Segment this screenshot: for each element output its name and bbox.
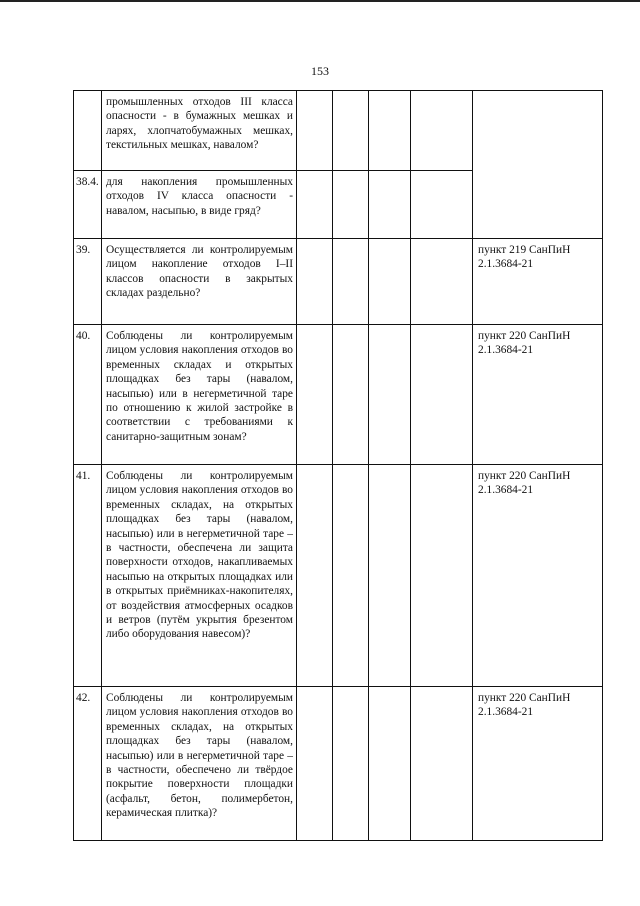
row-number: 39. <box>74 239 102 325</box>
answer-cell-na <box>369 171 411 239</box>
table-row <box>74 91 603 171</box>
page-top-edge <box>0 0 640 2</box>
question-text: промышленных отходов III класса опасности - в бумажных мешках и ларях, хлопчатобумажных мешках, текстильных мешках, навалом? <box>102 91 297 171</box>
comment-cell <box>411 465 473 687</box>
answer-cell-na <box>369 687 411 841</box>
answer-cell-yes <box>297 239 333 325</box>
question-text: Осуществляется ли контролируемым лицом накопление отходов I–II классов опасности в закрытых складах раздельно? <box>102 239 297 325</box>
row-number: 41. <box>74 465 102 687</box>
page-number: 153 <box>311 64 329 78</box>
answer-cell-no <box>333 91 369 171</box>
answer-cell-na <box>369 465 411 687</box>
reference-cell: пункт 220 СанПиН 2.1.3684-21 <box>473 325 603 465</box>
comment-cell <box>411 687 473 841</box>
question-text: Соблюдены ли контролируемым лицом условия накопления отходов во временных складах, на открытых площадках без тары (навалом, насыпью) или в негерметичной таре – в частности, обеспечено ли твёрдое покрытие поверхности площадки (асфальт, бетон, полимербетон, керамическая плитка)? <box>102 687 297 841</box>
table-row <box>74 687 603 841</box>
question-text: для накопления промышленных отходов IV класса опасности - навалом, насыпью, в виде гряд? <box>102 171 297 239</box>
answer-cell-yes <box>297 687 333 841</box>
reference-cell: пункт 220 СанПиН 2.1.3684-21 <box>473 687 603 841</box>
answer-cell-no <box>333 687 369 841</box>
comment-cell <box>411 91 473 171</box>
row-number: 38.4. <box>74 171 102 239</box>
question-text: Соблюдены ли контролируемым лицом условия накопления отходов во временных складах и открытых площадках без тары (навалом, насыпью) или в негерметичной таре по отношению к жилой застройке в соответствии с требованиями к санитарно-защитным зонам? <box>102 325 297 465</box>
answer-cell-no <box>333 325 369 465</box>
table-row <box>74 465 603 687</box>
row-number: 42. <box>74 687 102 841</box>
comment-cell <box>411 171 473 239</box>
answer-cell-na <box>369 91 411 171</box>
reference-cell <box>473 91 603 239</box>
answer-cell-na <box>369 239 411 325</box>
comment-cell <box>411 325 473 465</box>
reference-cell: пункт 220 СанПиН 2.1.3684-21 <box>473 465 603 687</box>
answer-cell-yes <box>297 171 333 239</box>
row-number: 40. <box>74 325 102 465</box>
answer-cell-yes <box>297 91 333 171</box>
table-row <box>74 325 603 465</box>
comment-cell <box>411 239 473 325</box>
row-number <box>74 91 102 171</box>
answer-cell-yes <box>297 325 333 465</box>
answer-cell-no <box>333 239 369 325</box>
answer-cell-na <box>369 325 411 465</box>
reference-cell: пункт 219 СанПиН 2.1.3684-21 <box>473 239 603 325</box>
question-text: Соблюдены ли контролируемым лицом условия накопления отходов во временных складах, на открытых площадках без тары (навалом, насыпью) или в негерметичной таре – в частности, обеспечена ли защита поверхности отходов, накапливаемых насыпью на открытых площадках или в открытых приёмниках-накопителях, от воздействия атмосферных осадков и ветров (путём укрытия брезентом либо оборудования навесом)? <box>102 465 297 687</box>
checklist-table <box>73 90 603 841</box>
answer-cell-no <box>333 171 369 239</box>
answer-cell-yes <box>297 465 333 687</box>
answer-cell-no <box>333 465 369 687</box>
table-row <box>74 239 603 325</box>
